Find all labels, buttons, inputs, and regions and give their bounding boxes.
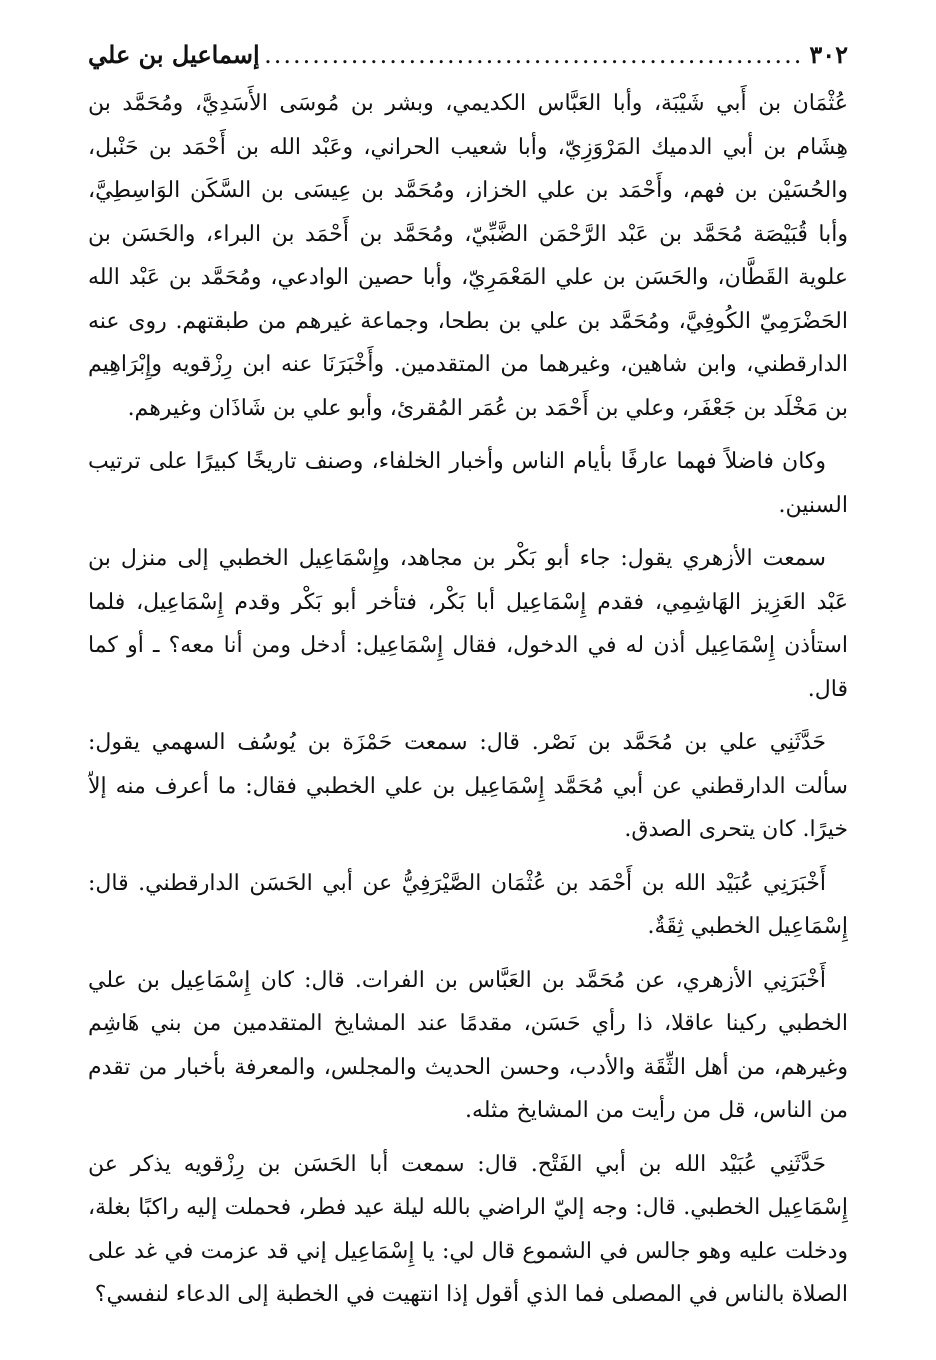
paragraph-thiqa: أَخْبَرَنِي عُبَيْد الله بن أَحْمَد بن عُثْمَان الصَّيْرَفِيُّ عن أبي الحَسَن الدارقطني. قال: إِسْمَاعِيل الخطبي ثِقَةٌ. [88,870,848,939]
header-dot-leader [266,41,804,69]
paragraph-ibn-furat: أَخْبَرَنِي الأزهري، عن مُحَمَّد بن العَبَّاس بن الفرات. قال: كان إِسْمَاعِيل بن علي الخطبي ركينا عاقلا، ذا رأي حَسَن، مقدمًا عند المشايخ المتقدمين من بني هَاشِم وغيرهم، من أهل الثِّقَة والأدب، وحسن الحديث والمجلس، والمعرفة بأخبار من تقدم من الناس، قل من رأيت من المشايخ مثله. [88,967,848,1123]
paragraph-daraqutni-opinion: حَدَّثَنِي علي بن مُحَمَّد بن نَصْر. قال: سمعت حَمْزَة بن يُوسُف السهمي يقول: سألت الدارقطني عن أبي مُحَمَّد إِسْمَاعِيل بن علي الخطبي فقال: ما أعرف منه إلاّ خيرًا. كان يتحرى الصدق. [88,730,848,842]
chapter-title: إسماعيل بن علي [88,40,260,69]
running-header [88,40,848,80]
book-page [88,40,848,1330]
paragraph-radi-billah: حَدَّثَنِي عُبَيْد الله بن أبي الفَتْح. قال: سمعت أبا الحَسَن بن رِزْقويه يذكر عن إِسْمَاعِيل الخطبي. قال: وجه إليّ الراضي بالله ليلة عيد فطر، فحملت إليه راكبًا بغلة، ودخلت عليه وهو جالس في الشموع قال لي: يا إِسْمَاعِيل إني قد عزمت في غد على الصلاة بالناس في المصلى فما الذي أقول إذا انتهيت في الخطبة إلى الدعاء لنفسي؟ [88,1151,848,1307]
page-number: ٣٠٢ [809,40,848,69]
paragraph-continuation: عُثْمَان بن أَبي شَيْبَة، وأبا العَبَّاس الكديمي، وبشر بن مُوسَى الأَسَدِيَّ، ومُحَمَّد بن هِشَام بن أبي الدميك المَرْوَزِيّ، وأبا شعيب الحراني، وعَبْد الله بن أَحْمَد بن حَنْبل، والحُسَيْن بن فهم، وأَحْمَد بن علي الخزاز، ومُحَمَّد بن عِيسَى بن السَّكَن الوَاسِطِيَّ، وأبا قُبَيْصَة مُحَمَّد بن عَبْد الرَّحْمَن الضَّبِّيّ، ومُحَمَّد بن أَحْمَد بن البراء، والحَسَن بن علوية القَطَّان، والحَسَن بن علي المَعْمَرِيّ، وأبا حصين الوادعي، ومُحَمَّد بن عَبْد الله الحَضْرَمِيّ الكُوفِيَّ، ومُحَمَّد بن علي بن بطحا، وجماعة غيرهم من طبقتهم. روى عنه الدارقطني، وابن شاهين، وغيرهما من المتقدمين. وأَخْبَرَنَا عنه ابن رِزْقويه وإِبْرَاهِيم بن مَخْلَد بن جَعْفَر، وعلي بن أَحْمَد بن عُمَر المُقرئ، وأبو علي بن شَاذَان وغيرهم. [88,91,848,421]
paragraph-biography: وكان فاضلاً فهما عارفًا بأيام الناس وأخبار الخلفاء، وصنف تاريخًا كبيرًا على ترتيب السنين. [88,449,848,518]
paragraph-azhari-anecdote: سمعت الأزهري يقول: جاء أبو بَكْر بن مجاهد، وإِسْمَاعِيل الخطبي إلى منزل بن عَبْد العَزِيز الهَاشِمِي، فقدم إِسْمَاعِيل أبا بَكْر، فتأخر أبو بَكْر وقدم إِسْمَاعِيل، فلما استأذن إِسْمَاعِيل أذن له في الدخول، فقال إِسْمَاعِيل: أدخل ومن أنا معه؟ ـ أو كما قال. [88,546,848,702]
text-body [88,82,848,1317]
